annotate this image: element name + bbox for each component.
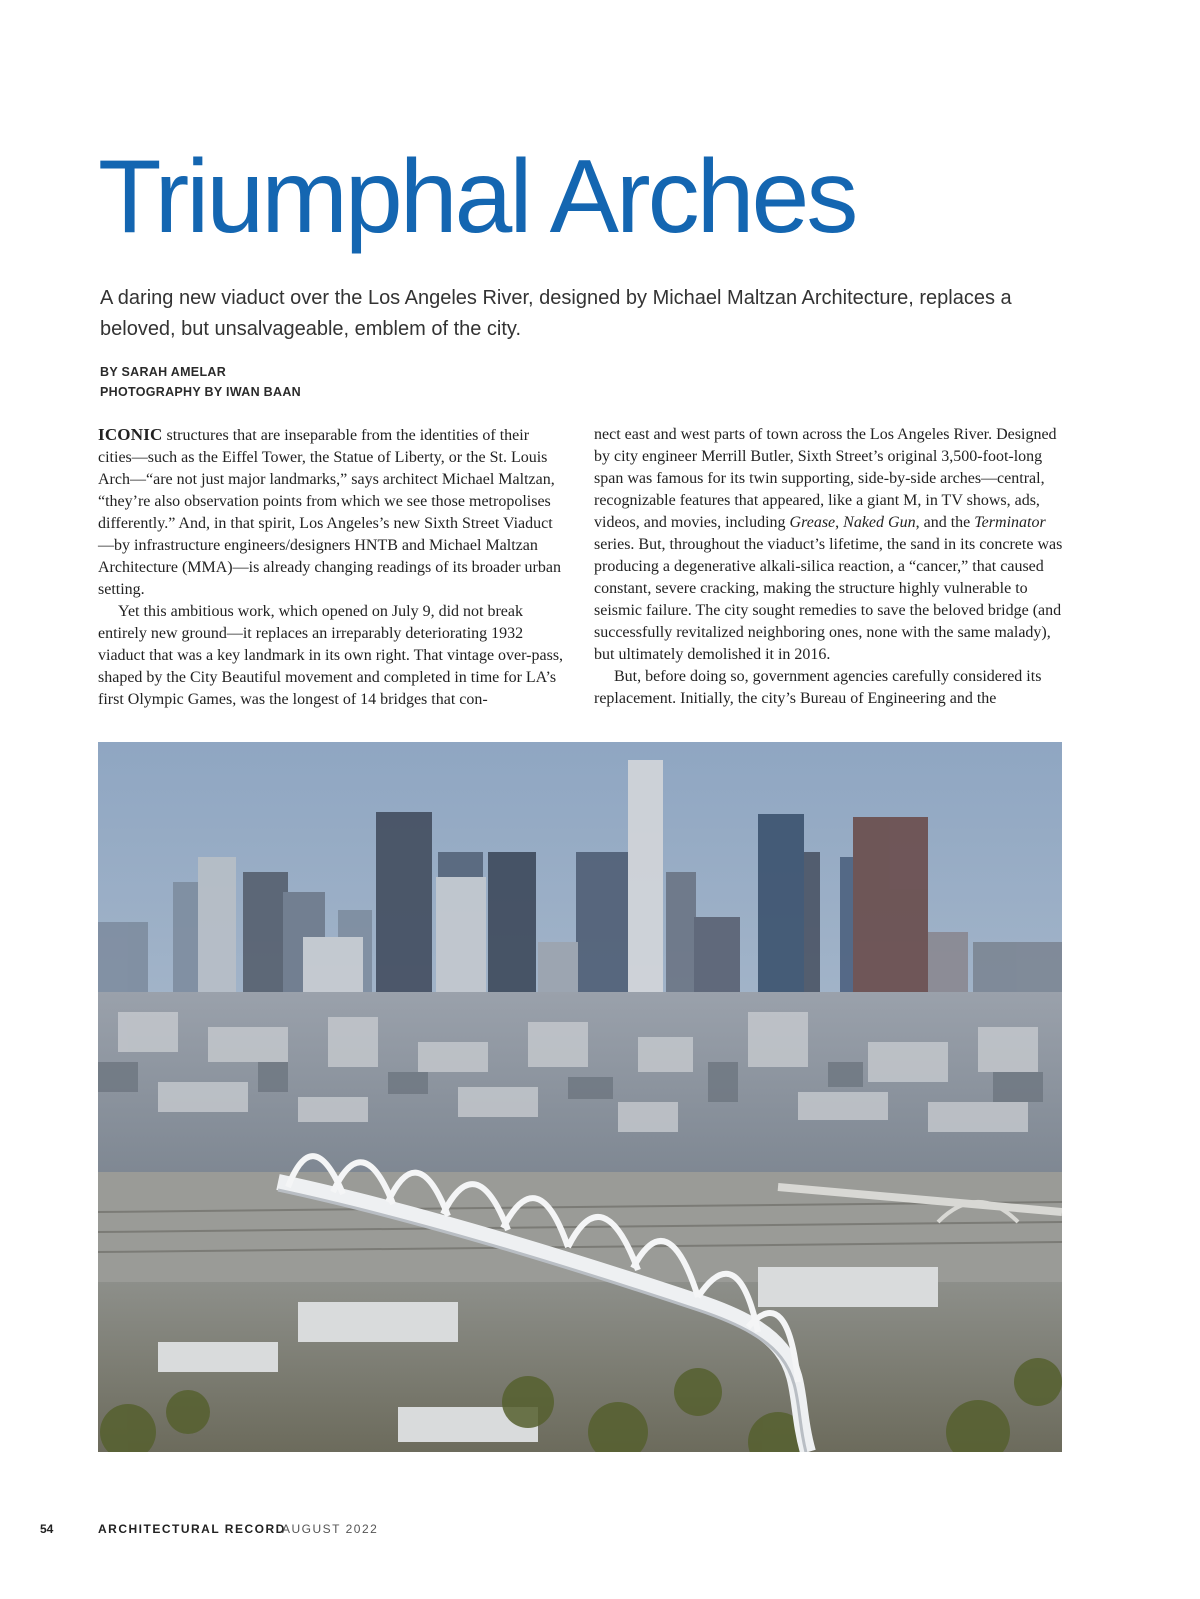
issue-date: AUGUST 2022	[282, 1522, 379, 1536]
body-column-left	[98, 424, 564, 711]
feature-photo	[98, 742, 1062, 1452]
publication-name: ARCHITECTURAL RECORD	[98, 1522, 286, 1536]
article-deck: A daring new viaduct over the Los Angeles River, designed by Michael Maltzan Architecture, replaces a beloved, but unsalvageable, emblem of the city.	[100, 287, 1012, 340]
body-paragraph: nect east and west parts of town across the Los Angeles River. Designed by city engineer Merrill Butler, Sixth Street’s original 3,500-foot-long span was famous for its twin supporting, side-by-side arches—central, recognizable features that appeared, like a giant M, in TV shows, ads, videos, and movies, including Grease, Naked Gun, and the Terminator series. But, throughout the viaduct’s lifetime, the sand in its concrete was producing a degenerative alkali-silica reaction, a “cancer,” that caused constant, severe cracking, making the structure highly vulnerable to seismic failure. The city sought remedies to save the beloved bridge (and successfully revitalized neighboring ones, none with the same malady), but ultimately demolished it in 2016.	[594, 426, 1063, 663]
la-skyline-viaduct-image	[98, 742, 1062, 1452]
body-paragraph: ICONIC structures that are inseparable from the identities of their cities—such as the Eiffel Tower, the Statue of Liberty, or the St. Louis Arch—“are not just major landmarks,” says architect Michael Maltzan, “they’re also observation points from which we see those metropolises differently.” And, in that spirit, Los Angeles’s new Sixth Street Viaduct—by infrastructure engineers/designers HNTB and Michael Maltzan Architecture (MMA)—is already changing readings of its broader urban setting.	[98, 425, 561, 598]
photo-credit: PHOTOGRAPHY BY IWAN BAAN	[100, 385, 301, 399]
page-footer	[0, 1522, 1200, 1542]
page-number: 54	[40, 1522, 54, 1536]
body-paragraph: Yet this ambitious work, which opened on July 9, did not break entirely new ground—it replaces an irreparably deteriorating 1932 viaduct that was a key landmark in its own right. That vintage over-pass, shaped by the City Beautiful movement and completed in time for LA’s first Olympic Games, was the longest of 14 bridges that con-	[98, 603, 564, 708]
author-byline: BY SARAH AMELAR	[100, 365, 227, 379]
lead-word: ICONIC	[98, 425, 163, 444]
article-title: Triumphal Arches	[98, 139, 856, 255]
body-paragraph: But, before doing so, government agencies carefully considered its replacement. Initially, the city’s Bureau of Engineering and the	[594, 668, 1042, 707]
credits	[100, 362, 301, 402]
body-column-right	[594, 424, 1064, 710]
